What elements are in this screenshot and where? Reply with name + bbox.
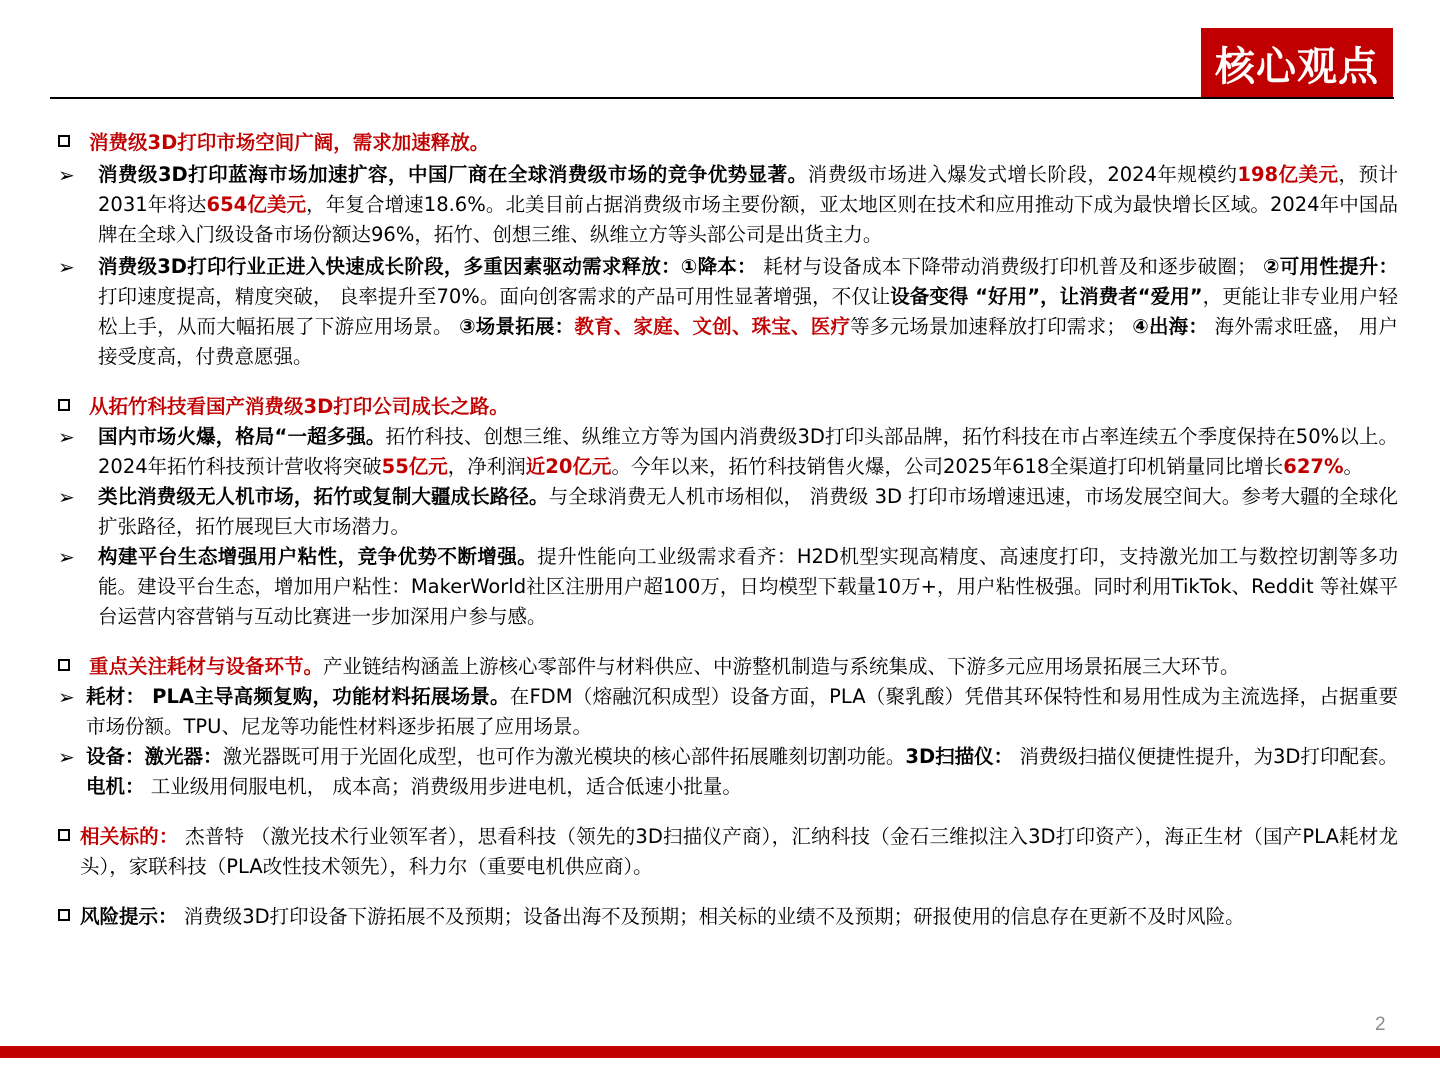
page-title: 核心观点	[1201, 28, 1393, 98]
heading-bold: 相关标的：	[80, 825, 179, 848]
bold-lead: 国内市场火爆，格局“一超多强。	[98, 425, 386, 448]
item-text	[86, 682, 1398, 742]
heading-text	[80, 902, 1398, 932]
bold-segment: 3D扫描仪：	[905, 745, 1014, 768]
text-segment: 工业级用伺服电机， 成本高；消费级用步进电机，适合低速小批量。	[144, 775, 742, 798]
square-bullet-icon	[58, 135, 70, 147]
bold-lead: 消费级3D打印蓝海市场加速扩容，中国厂商在全球消费级市场的竞争优势显著。	[98, 163, 808, 186]
text-segment: ，更能让非专业用户轻松上手，从而大幅拓展了下游应用场景。	[98, 285, 1398, 338]
item-text	[98, 422, 1398, 482]
bold-segment: 设备变得 “好用”，让消费者“爱用”	[890, 285, 1203, 308]
text-segment: 打印速度提高，精度突破， 良率提升至70%。面向创客需求的产品可用性显著增强，不仅让	[98, 285, 891, 308]
bold-lead: 耗材： PLA主导高频复购，功能材料拓展场景。	[86, 685, 510, 708]
text-segment: 拓竹科技、创想三维、纵维立方等为国内消费级3D打印头部品牌，拓竹科技在市占率连续五个季度保持在50%以上。2024年拓竹科技预计营收将突破	[98, 425, 1398, 478]
footer-bar	[0, 1046, 1440, 1058]
highlight-value: 近20亿元	[525, 455, 612, 478]
text-segment: 产业链结构涵盖上游核心零部件与材料供应、中游整机制造与系统集成、下游多元应用场景拓展三大环节。	[323, 655, 1240, 678]
section-risk-warning	[50, 902, 1398, 932]
bold-lead: 消费级3D打印行业正进入快速成长阶段，多重因素驱动需求释放：①降本：	[98, 255, 757, 278]
highlight-value: 55亿元	[381, 455, 448, 478]
list-item	[50, 542, 1398, 632]
heading-text: 消费级3D打印市场空间广阔，需求加速释放。	[89, 131, 490, 154]
section-heading	[50, 652, 1398, 682]
bold-lead: 设备：激光器：	[86, 745, 223, 768]
text-segment: ，年复合增速18.6%。北美目前占据消费级市场主要份额，亚太地区则在技术和应用推动下成为最快增长区域。2024年中国品牌在全球入门级设备市场份额达96%，拓竹、创想三维、纵维立方等头部公司是出货主力。	[98, 193, 1398, 246]
text-segment: 等多元场景加速释放打印需求；	[850, 315, 1133, 338]
bold-segment: ③场景拓展：	[459, 315, 575, 338]
main-content	[50, 128, 1398, 952]
section-market-space	[50, 128, 1398, 372]
text-segment: 消费级3D打印设备下游拓展不及预期；设备出海不及预期；相关标的业绩不及预期；研报使用的信息存在更新不及时风险。	[177, 905, 1245, 928]
square-bullet-icon	[58, 399, 70, 411]
section-materials-equipment	[50, 652, 1398, 802]
arrow-bullet-icon: ➢	[58, 685, 75, 709]
bold-lead: 构建平台生态增强用户粘性，竞争优势不断增强。	[98, 545, 538, 568]
heading-text	[80, 822, 1398, 882]
text-segment: 。	[1343, 455, 1364, 478]
section-related-targets	[50, 822, 1398, 882]
text-segment: ，净利润	[447, 455, 526, 478]
text-segment: 。今年以来，拓竹科技销售火爆，公司2025年618全渠道打印机销量同比增长	[611, 455, 1284, 478]
section-bambu-growth	[50, 392, 1398, 632]
bold-segment: ④出海：	[1132, 315, 1209, 338]
arrow-bullet-icon: ➢	[58, 425, 75, 449]
text-segment: 海外需求旺盛， 用户接受度高，付费意愿强。	[98, 315, 1398, 368]
highlight-value: 198亿美元	[1237, 163, 1339, 186]
arrow-bullet-icon: ➢	[58, 163, 75, 187]
text-segment: 耗材与设备成本下降带动消费级打印机普及和逐步破圈；	[756, 255, 1264, 278]
arrow-bullet-icon: ➢	[58, 255, 75, 279]
text-segment: 消费级扫描仪便捷性提升，为3D打印配套。	[1013, 745, 1398, 768]
item-text	[86, 742, 1398, 802]
text-segment: 激光器既可用于光固化成型，也可作为激光模块的核心部件拓展雕刻切割功能。	[222, 745, 906, 768]
arrow-bullet-icon: ➢	[58, 745, 75, 769]
item-text	[98, 542, 1398, 632]
item-text	[98, 160, 1398, 250]
arrow-bullet-icon: ➢	[58, 485, 75, 509]
highlight-value: 627%	[1283, 455, 1344, 478]
list-item	[50, 422, 1398, 482]
section-heading	[50, 128, 1398, 158]
page-number: 2	[1375, 1014, 1386, 1035]
item-text	[98, 482, 1398, 542]
list-item	[50, 160, 1398, 250]
bold-lead: 类比消费级无人机市场，拓竹或复制大疆成长路径。	[98, 485, 549, 508]
list-item	[50, 682, 1398, 742]
header-divider	[50, 97, 1394, 99]
square-bullet-icon	[58, 909, 70, 921]
heading-bold: 重点关注耗材与设备环节。	[89, 655, 324, 678]
section-heading	[50, 822, 1398, 882]
highlight-value: 教育、家庭、文创、珠宝、医疗	[574, 315, 851, 338]
section-heading	[50, 392, 1398, 422]
heading-text: 从拓竹科技看国产消费级3D打印公司成长之路。	[89, 395, 509, 418]
text-segment: 在FDM（熔融沉积成型）设备方面，PLA（聚乳酸）凭借其环保特性和易用性成为主流选择，占据重要市场份额。TPU、尼龙等功能性材料逐步拓展了应用场景。	[86, 685, 1398, 738]
bold-segment: ②可用性提升：	[1263, 255, 1399, 278]
square-bullet-icon	[58, 829, 70, 841]
text-segment: ，预计2031年将达	[98, 163, 1398, 216]
section-heading	[50, 902, 1398, 932]
list-item	[50, 742, 1398, 802]
heading-bold: 风险提示：	[80, 905, 178, 928]
bold-segment: 电机：	[86, 775, 145, 798]
text-segment: 提升性能向工业级需求看齐：H2D机型实现高精度、高速度打印，支持激光加工与数控切割等多功能。建设平台生态，增加用户粘性：MakerWorld社区注册用户超100万，日均模型下载量10万+，用户粘性极强。同时利用TikTok、Reddit 等社媒平台运营内容营销与互动比赛进一步加深用户参与感。	[98, 545, 1398, 628]
text-segment: 消费级市场进入爆发式增长阶段，2024年规模约	[807, 163, 1238, 186]
list-item	[50, 252, 1398, 372]
highlight-value: 654亿美元	[206, 193, 307, 216]
square-bullet-icon	[58, 659, 70, 671]
arrow-bullet-icon: ➢	[58, 545, 75, 569]
text-segment: 与全球消费无人机市场相似， 消费级 3D 打印市场增速迅速，市场发展空间大。参考大疆的全球化扩张路径，拓竹展现巨大市场潜力。	[98, 485, 1398, 538]
heading-text	[89, 652, 1398, 682]
item-text	[98, 252, 1398, 372]
list-item	[50, 482, 1398, 542]
text-segment: 杰普特 （激光技术行业领军者），思看科技（领先的3D扫描仪产商），汇纳科技（金石三维拟注入3D打印资产），海正生材（国产PLA耗材龙头），家联科技（PLA改性技术领先），科力尔（重要电机供应商）。	[80, 825, 1398, 878]
